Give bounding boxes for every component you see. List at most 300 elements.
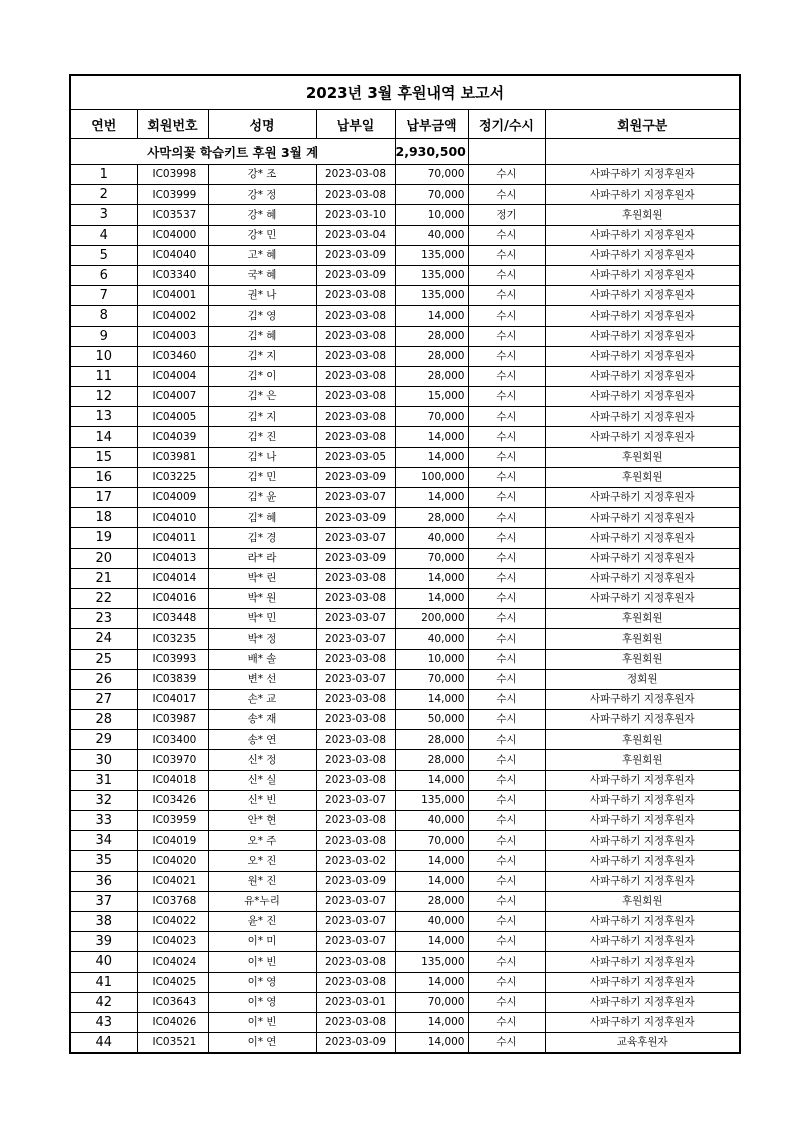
table-row — [70, 245, 740, 265]
row-name: 이* 영 — [208, 972, 316, 992]
table-row — [70, 488, 740, 508]
row-category: 후원회원 — [545, 447, 740, 467]
row-category: 사파구하기 지정후원자 — [545, 427, 740, 447]
row-amount: 40,000 — [395, 528, 468, 548]
row-no: 24 — [70, 629, 137, 649]
row-member-id: IC04020 — [137, 851, 208, 871]
row-type: 수시 — [468, 488, 545, 508]
row-type: 수시 — [468, 568, 545, 588]
row-member-id: IC03981 — [137, 447, 208, 467]
row-member-id: IC04003 — [137, 326, 208, 346]
row-no: 26 — [70, 669, 137, 689]
row-no: 37 — [70, 891, 137, 911]
row-date: 2023-03-08 — [316, 730, 395, 750]
row-member-id: IC03999 — [137, 185, 208, 205]
row-category: 후원회원 — [545, 750, 740, 770]
row-category: 사파구하기 지정후원자 — [545, 689, 740, 709]
table-row — [70, 750, 740, 770]
row-member-id: IC04007 — [137, 387, 208, 407]
row-amount: 135,000 — [395, 245, 468, 265]
row-amount: 135,000 — [395, 286, 468, 306]
row-date: 2023-03-08 — [316, 710, 395, 730]
row-no: 35 — [70, 851, 137, 871]
row-member-id: IC04014 — [137, 568, 208, 588]
row-amount: 200,000 — [395, 609, 468, 629]
row-type: 수시 — [468, 649, 545, 669]
table-row — [70, 992, 740, 1012]
row-type: 수시 — [468, 407, 545, 427]
row-date: 2023-03-08 — [316, 185, 395, 205]
row-type: 수시 — [468, 185, 545, 205]
row-type: 수시 — [468, 790, 545, 810]
row-name: 변* 선 — [208, 669, 316, 689]
row-no: 34 — [70, 831, 137, 851]
row-name: 박* 린 — [208, 568, 316, 588]
row-type: 수시 — [468, 750, 545, 770]
row-name: 강* 민 — [208, 225, 316, 245]
row-no: 23 — [70, 609, 137, 629]
row-member-id: IC04013 — [137, 548, 208, 568]
row-category: 사파구하기 지정후원자 — [545, 932, 740, 952]
row-name: 신* 정 — [208, 750, 316, 770]
row-no: 29 — [70, 730, 137, 750]
row-amount: 14,000 — [395, 770, 468, 790]
row-category: 사파구하기 지정후원자 — [545, 790, 740, 810]
row-name: 김* 혜 — [208, 326, 316, 346]
row-member-id: IC04040 — [137, 245, 208, 265]
row-type: 수시 — [468, 467, 545, 487]
row-type: 수시 — [468, 387, 545, 407]
row-date: 2023-03-08 — [316, 306, 395, 326]
row-date: 2023-03-07 — [316, 891, 395, 911]
row-amount: 14,000 — [395, 568, 468, 588]
row-no: 42 — [70, 992, 137, 1012]
row-name: 김* 혜 — [208, 508, 316, 528]
row-member-id: IC04025 — [137, 972, 208, 992]
row-name: 신* 실 — [208, 770, 316, 790]
row-member-id: IC03970 — [137, 750, 208, 770]
row-name: 김* 진 — [208, 427, 316, 447]
row-name: 송* 재 — [208, 710, 316, 730]
row-amount: 135,000 — [395, 265, 468, 285]
row-category: 사파구하기 지정후원자 — [545, 710, 740, 730]
row-no: 16 — [70, 467, 137, 487]
row-member-id: IC04019 — [137, 831, 208, 851]
row-name: 김* 지 — [208, 346, 316, 366]
table-row — [70, 851, 740, 871]
row-name: 국* 혜 — [208, 265, 316, 285]
row-date: 2023-03-07 — [316, 932, 395, 952]
row-date: 2023-03-08 — [316, 649, 395, 669]
row-date: 2023-03-09 — [316, 265, 395, 285]
row-name: 고* 혜 — [208, 245, 316, 265]
row-type: 수시 — [468, 528, 545, 548]
row-member-id: IC04026 — [137, 1012, 208, 1032]
row-member-id: IC04010 — [137, 508, 208, 528]
row-no: 31 — [70, 770, 137, 790]
row-type: 수시 — [468, 629, 545, 649]
row-amount: 28,000 — [395, 366, 468, 386]
table-row — [70, 508, 740, 528]
summary-amount: 2,930,500 — [395, 139, 468, 165]
row-type: 수시 — [468, 710, 545, 730]
table-row — [70, 770, 740, 790]
row-type: 수시 — [468, 326, 545, 346]
table-row — [70, 185, 740, 205]
row-name: 배* 솔 — [208, 649, 316, 669]
row-no: 28 — [70, 710, 137, 730]
row-name: 손* 교 — [208, 689, 316, 709]
row-no: 10 — [70, 346, 137, 366]
row-type: 수시 — [468, 831, 545, 851]
row-no: 5 — [70, 245, 137, 265]
row-name: 권* 나 — [208, 286, 316, 306]
row-date: 2023-03-08 — [316, 165, 395, 185]
row-type: 수시 — [468, 225, 545, 245]
row-amount: 28,000 — [395, 730, 468, 750]
row-no: 6 — [70, 265, 137, 285]
row-category: 후원회원 — [545, 467, 740, 487]
row-no: 11 — [70, 366, 137, 386]
table-row — [70, 790, 740, 810]
row-member-id: IC03448 — [137, 609, 208, 629]
row-type: 수시 — [468, 689, 545, 709]
row-amount: 40,000 — [395, 629, 468, 649]
row-member-id: IC04022 — [137, 911, 208, 931]
row-date: 2023-03-10 — [316, 205, 395, 225]
row-member-id: IC04018 — [137, 770, 208, 790]
row-member-id: IC03643 — [137, 992, 208, 1012]
row-no: 43 — [70, 1012, 137, 1032]
row-type: 수시 — [468, 1012, 545, 1032]
row-amount: 15,000 — [395, 387, 468, 407]
table-row — [70, 346, 740, 366]
table-row — [70, 265, 740, 285]
row-amount: 14,000 — [395, 689, 468, 709]
row-amount: 14,000 — [395, 871, 468, 891]
row-no: 25 — [70, 649, 137, 669]
row-member-id: IC04023 — [137, 932, 208, 952]
donation-rows — [70, 165, 740, 1054]
row-type: 수시 — [468, 548, 545, 568]
table-row — [70, 629, 740, 649]
row-type: 수시 — [468, 427, 545, 447]
row-amount: 50,000 — [395, 710, 468, 730]
row-date: 2023-03-08 — [316, 750, 395, 770]
row-date: 2023-03-08 — [316, 568, 395, 588]
row-no: 39 — [70, 932, 137, 952]
row-no: 40 — [70, 952, 137, 972]
row-category: 사파구하기 지정후원자 — [545, 588, 740, 608]
row-member-id: IC03426 — [137, 790, 208, 810]
row-name: 안* 현 — [208, 811, 316, 831]
row-date: 2023-03-09 — [316, 508, 395, 528]
summary-label: 사막의꽃 학습키트 후원 3월 계 — [70, 139, 395, 165]
row-type: 정기 — [468, 205, 545, 225]
row-name: 김* 이 — [208, 366, 316, 386]
row-amount: 10,000 — [395, 649, 468, 669]
row-category: 후원회원 — [545, 649, 740, 669]
row-member-id: IC03768 — [137, 891, 208, 911]
row-name: 김* 영 — [208, 306, 316, 326]
row-category: 후원회원 — [545, 205, 740, 225]
row-amount: 14,000 — [395, 588, 468, 608]
row-amount: 14,000 — [395, 1012, 468, 1032]
row-category: 후원회원 — [545, 730, 740, 750]
row-amount: 70,000 — [395, 165, 468, 185]
table-row — [70, 609, 740, 629]
row-no: 8 — [70, 306, 137, 326]
row-category: 사파구하기 지정후원자 — [545, 548, 740, 568]
row-date: 2023-03-07 — [316, 669, 395, 689]
row-member-id: IC04005 — [137, 407, 208, 427]
row-amount: 28,000 — [395, 508, 468, 528]
row-no: 2 — [70, 185, 137, 205]
row-date: 2023-03-07 — [316, 629, 395, 649]
row-name: 김* 경 — [208, 528, 316, 548]
row-name: 신* 빈 — [208, 790, 316, 810]
row-date: 2023-03-09 — [316, 1033, 395, 1054]
table-row — [70, 811, 740, 831]
row-type: 수시 — [468, 286, 545, 306]
row-category: 후원회원 — [545, 609, 740, 629]
row-member-id: IC04009 — [137, 488, 208, 508]
table-row — [70, 366, 740, 386]
row-type: 수시 — [468, 447, 545, 467]
row-category: 사파구하기 지정후원자 — [545, 265, 740, 285]
row-member-id: IC04021 — [137, 871, 208, 891]
row-no: 19 — [70, 528, 137, 548]
row-type: 수시 — [468, 588, 545, 608]
row-member-id: IC03998 — [137, 165, 208, 185]
row-no: 30 — [70, 750, 137, 770]
report-title: 2023년 3월 후원내역 보고서 — [70, 75, 740, 110]
row-date: 2023-03-08 — [316, 387, 395, 407]
row-category: 사파구하기 지정후원자 — [545, 488, 740, 508]
row-amount: 14,000 — [395, 1033, 468, 1054]
row-amount: 28,000 — [395, 346, 468, 366]
row-category: 사파구하기 지정후원자 — [545, 992, 740, 1012]
row-member-id: IC04004 — [137, 366, 208, 386]
row-category: 사파구하기 지정후원자 — [545, 185, 740, 205]
row-date: 2023-03-04 — [316, 225, 395, 245]
row-member-id: IC03235 — [137, 629, 208, 649]
table-row — [70, 891, 740, 911]
row-no: 12 — [70, 387, 137, 407]
row-category: 사파구하기 지정후원자 — [545, 972, 740, 992]
row-amount: 14,000 — [395, 447, 468, 467]
row-date: 2023-03-08 — [316, 952, 395, 972]
row-date: 2023-03-08 — [316, 407, 395, 427]
row-member-id: IC04017 — [137, 689, 208, 709]
row-amount: 70,000 — [395, 831, 468, 851]
row-category: 사파구하기 지정후원자 — [545, 952, 740, 972]
row-amount: 14,000 — [395, 488, 468, 508]
row-no: 38 — [70, 911, 137, 931]
row-category: 사파구하기 지정후원자 — [545, 911, 740, 931]
row-no: 13 — [70, 407, 137, 427]
row-no: 9 — [70, 326, 137, 346]
row-amount: 70,000 — [395, 992, 468, 1012]
row-member-id: IC03340 — [137, 265, 208, 285]
summary-type-empty — [468, 139, 545, 165]
row-date: 2023-03-08 — [316, 346, 395, 366]
row-member-id: IC03993 — [137, 649, 208, 669]
row-name: 김* 민 — [208, 467, 316, 487]
row-type: 수시 — [468, 508, 545, 528]
row-member-id: IC03839 — [137, 669, 208, 689]
row-no: 17 — [70, 488, 137, 508]
row-no: 3 — [70, 205, 137, 225]
table-row — [70, 427, 740, 447]
row-amount: 14,000 — [395, 932, 468, 952]
table-row — [70, 649, 740, 669]
row-type: 수시 — [468, 932, 545, 952]
row-date: 2023-03-08 — [316, 1012, 395, 1032]
row-name: 송* 연 — [208, 730, 316, 750]
row-type: 수시 — [468, 871, 545, 891]
row-name: 이* 미 — [208, 932, 316, 952]
table-row — [70, 689, 740, 709]
row-type: 수시 — [468, 1033, 545, 1054]
row-date: 2023-03-08 — [316, 326, 395, 346]
row-category: 사파구하기 지정후원자 — [545, 871, 740, 891]
row-date: 2023-03-08 — [316, 972, 395, 992]
table-row — [70, 306, 740, 326]
row-date: 2023-03-08 — [316, 286, 395, 306]
table-row — [70, 911, 740, 931]
row-amount: 70,000 — [395, 407, 468, 427]
row-name: 오* 주 — [208, 831, 316, 851]
row-amount: 135,000 — [395, 952, 468, 972]
row-member-id: IC04024 — [137, 952, 208, 972]
row-member-id: IC03225 — [137, 467, 208, 487]
row-no: 44 — [70, 1033, 137, 1054]
row-date: 2023-03-07 — [316, 488, 395, 508]
row-category: 사파구하기 지정후원자 — [545, 407, 740, 427]
row-name: 박* 정 — [208, 629, 316, 649]
row-name: 이* 빈 — [208, 1012, 316, 1032]
row-category: 사파구하기 지정후원자 — [545, 346, 740, 366]
row-name: 강* 혜 — [208, 205, 316, 225]
row-name: 오* 진 — [208, 851, 316, 871]
row-type: 수시 — [468, 306, 545, 326]
row-member-id: IC04000 — [137, 225, 208, 245]
row-date: 2023-03-08 — [316, 427, 395, 447]
row-category: 사파구하기 지정후원자 — [545, 508, 740, 528]
row-name: 박* 원 — [208, 588, 316, 608]
table-row — [70, 387, 740, 407]
row-date: 2023-03-07 — [316, 528, 395, 548]
row-name: 김* 윤 — [208, 488, 316, 508]
row-no: 20 — [70, 548, 137, 568]
row-type: 수시 — [468, 851, 545, 871]
table-row — [70, 326, 740, 346]
table-row — [70, 871, 740, 891]
row-type: 수시 — [468, 346, 545, 366]
row-amount: 28,000 — [395, 326, 468, 346]
row-category: 사파구하기 지정후원자 — [545, 225, 740, 245]
table-row — [70, 447, 740, 467]
row-type: 수시 — [468, 952, 545, 972]
row-category: 정회원 — [545, 669, 740, 689]
row-member-id: IC04001 — [137, 286, 208, 306]
row-date: 2023-03-08 — [316, 689, 395, 709]
row-amount: 40,000 — [395, 225, 468, 245]
row-member-id: IC03521 — [137, 1033, 208, 1054]
row-no: 33 — [70, 811, 137, 831]
row-category: 사파구하기 지정후원자 — [545, 245, 740, 265]
header-amount: 납부금액 — [395, 110, 468, 139]
row-type: 수시 — [468, 245, 545, 265]
row-amount: 28,000 — [395, 891, 468, 911]
row-date: 2023-03-09 — [316, 245, 395, 265]
row-member-id: IC04002 — [137, 306, 208, 326]
row-member-id: IC04011 — [137, 528, 208, 548]
row-category: 사파구하기 지정후원자 — [545, 831, 740, 851]
row-date: 2023-03-08 — [316, 831, 395, 851]
table-row — [70, 548, 740, 568]
row-category: 사파구하기 지정후원자 — [545, 286, 740, 306]
row-type: 수시 — [468, 165, 545, 185]
row-member-id: IC03987 — [137, 710, 208, 730]
row-amount: 14,000 — [395, 427, 468, 447]
summary-row — [70, 139, 740, 165]
row-category: 사파구하기 지정후원자 — [545, 366, 740, 386]
row-date: 2023-03-05 — [316, 447, 395, 467]
row-no: 14 — [70, 427, 137, 447]
row-name: 강* 조 — [208, 165, 316, 185]
row-date: 2023-03-07 — [316, 609, 395, 629]
table-row — [70, 528, 740, 548]
row-no: 22 — [70, 588, 137, 608]
row-member-id: IC03537 — [137, 205, 208, 225]
table-row — [70, 831, 740, 851]
row-type: 수시 — [468, 366, 545, 386]
row-no: 36 — [70, 871, 137, 891]
table-row — [70, 407, 740, 427]
row-member-id: IC04016 — [137, 588, 208, 608]
row-category: 사파구하기 지정후원자 — [545, 387, 740, 407]
row-date: 2023-03-08 — [316, 588, 395, 608]
table-row — [70, 669, 740, 689]
table-row — [70, 467, 740, 487]
row-name: 박* 민 — [208, 609, 316, 629]
row-category: 사파구하기 지정후원자 — [545, 770, 740, 790]
row-member-id: IC04039 — [137, 427, 208, 447]
table-row — [70, 710, 740, 730]
row-date: 2023-03-07 — [316, 911, 395, 931]
row-type: 수시 — [468, 609, 545, 629]
row-name: 이* 영 — [208, 992, 316, 1012]
row-name: 김* 은 — [208, 387, 316, 407]
row-member-id: IC03959 — [137, 811, 208, 831]
row-category: 사파구하기 지정후원자 — [545, 306, 740, 326]
row-category: 교육후원자 — [545, 1033, 740, 1054]
row-amount: 135,000 — [395, 790, 468, 810]
row-amount: 100,000 — [395, 467, 468, 487]
header-type: 정기/수시 — [468, 110, 545, 139]
row-amount: 14,000 — [395, 972, 468, 992]
row-date: 2023-03-09 — [316, 548, 395, 568]
table-row — [70, 568, 740, 588]
row-type: 수시 — [468, 911, 545, 931]
row-member-id: IC03400 — [137, 730, 208, 750]
row-category: 사파구하기 지정후원자 — [545, 1012, 740, 1032]
row-amount: 70,000 — [395, 185, 468, 205]
row-no: 27 — [70, 689, 137, 709]
row-name: 원* 진 — [208, 871, 316, 891]
